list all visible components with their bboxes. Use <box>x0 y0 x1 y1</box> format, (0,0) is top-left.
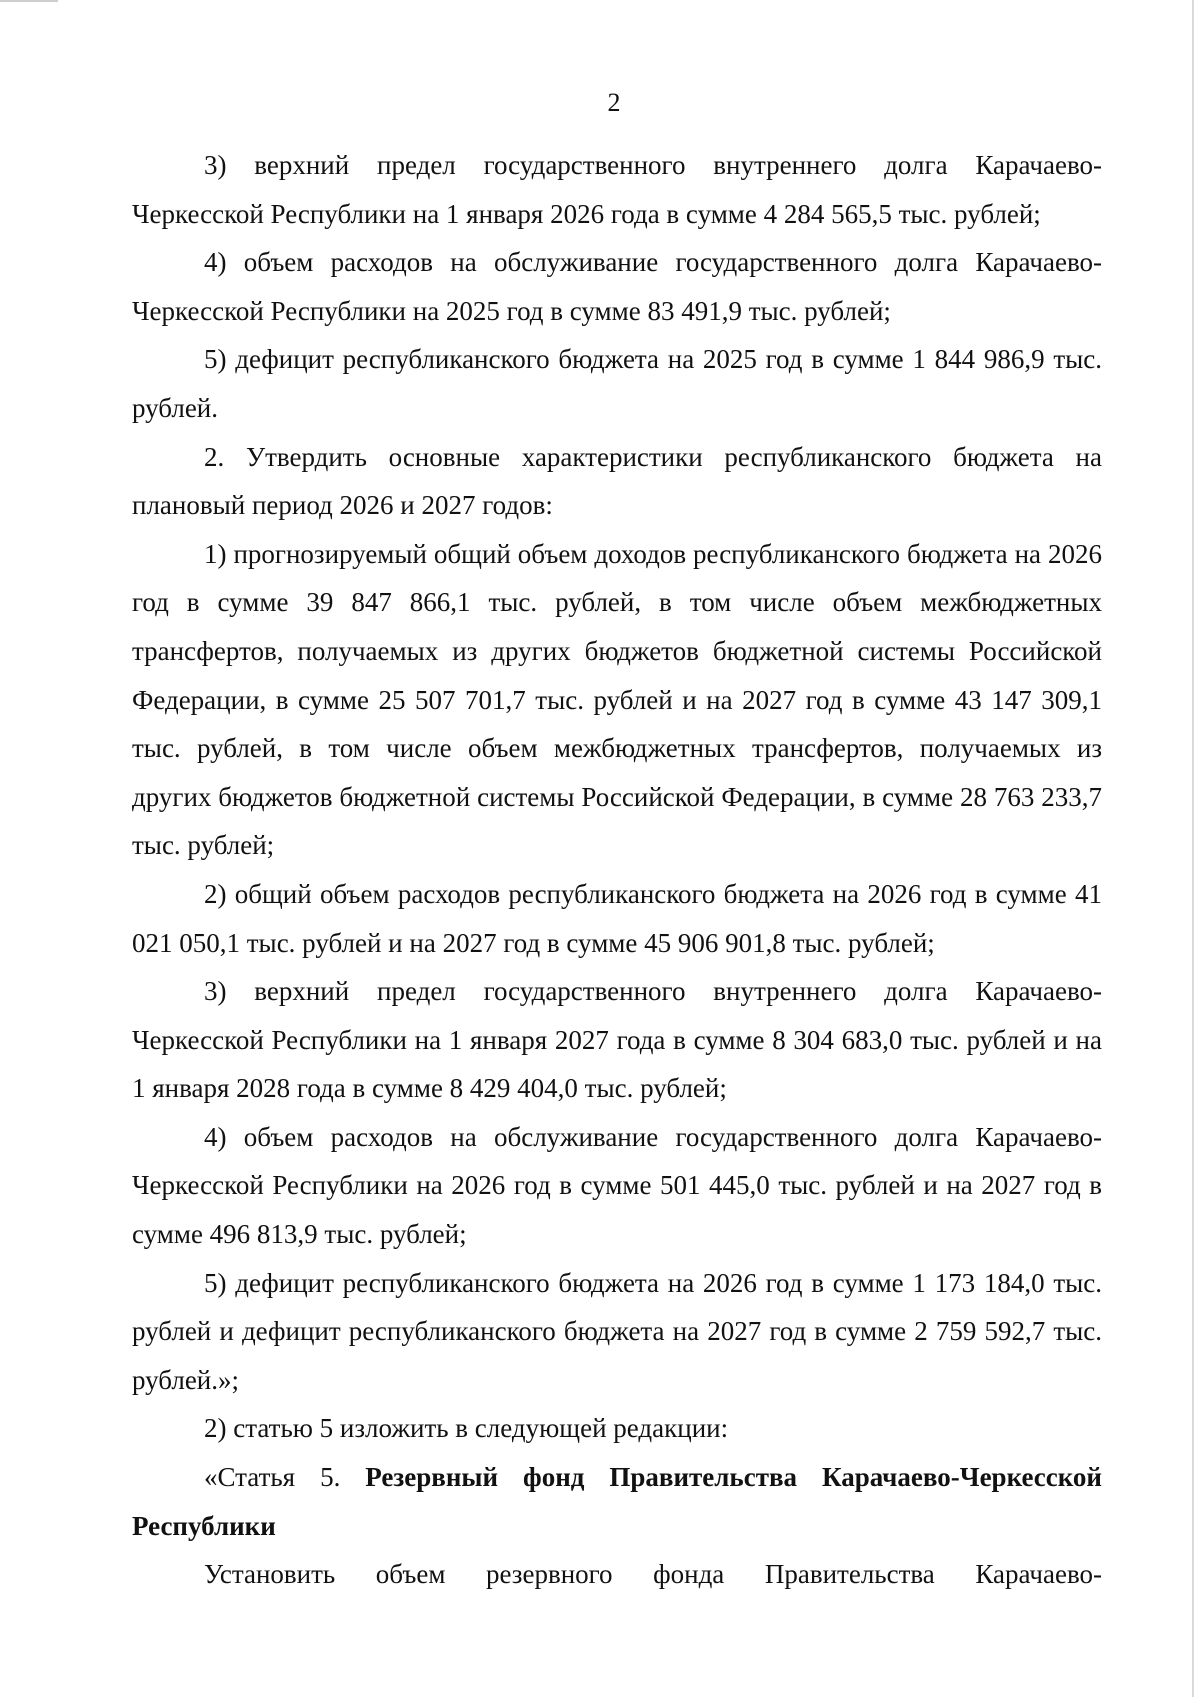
article-heading <box>132 1453 1102 1550</box>
paragraph: 5) дефицит республиканского бюджета на 2026 год в сумме 1 173 184,0 тыс. рублей и дефицит республиканского бюджета на 2027 год в сумме 2 759 592,7 тыс. рублей.»; <box>132 1267 1102 1395</box>
paragraph: 2) общий объем расходов республиканского бюджета на 2026 год в сумме 41 021 050,1 тыс. рублей и на 2027 год в сумме 45 906 901,8 тыс. рублей; <box>132 878 1102 958</box>
article-title: Резервный фонд Правительства Карачаево-Черкесской Республики <box>132 1462 1102 1541</box>
paragraph: 4) объем расходов на обслуживание государственного долга Карачаево-Черкесской Республики на 2026 год в сумме 501 445,0 тыс. рублей и на 2027 год в сумме 496 813,9 тыс. рублей; <box>132 1121 1102 1250</box>
paragraph: Установить объем резервного фонда Правительства Карачаево- <box>204 1559 1102 1590</box>
page-number: 2 <box>607 88 621 117</box>
paragraph: 3) верхний предел государственного внутреннего долга Карачаево-Черкесской Республики на 1 января 2026 года в сумме 4 284 565,5 тыс. рублей; <box>132 150 1102 229</box>
paragraph: 5) дефицит республиканского бюджета на 2025 год в сумме 1 844 986,9 тыс. рублей. <box>132 344 1102 423</box>
scan-artifact <box>0 0 58 2</box>
paragraph: 3) верхний предел государственного внутреннего долга Карачаево-Черкесской Республики на 1 января 2027 года в сумме 8 304 683,0 тыс. рублей и на 1 января 2028 года в сумме 8 429 404,0 тыс. рублей; <box>132 976 1102 1104</box>
paragraph: 2) статью 5 изложить в следующей редакции: <box>204 1413 729 1444</box>
paragraph: 4) объем расходов на обслуживание государственного долга Карачаево-Черкесской Республики на 2025 год в сумме 83 491,9 тыс. рублей; <box>132 247 1102 326</box>
paragraph: 2. Утвердить основные характеристики республиканского бюджета на плановый период 2026 и 2027 годов: <box>132 441 1102 521</box>
document-body <box>132 141 1102 1599</box>
article-prefix: «Статья 5. <box>204 1462 341 1493</box>
scan-edge-line <box>1192 0 1194 1697</box>
paragraph: 1) прогнозируемый общий объем доходов республиканского бюджета на 2026 год в сумме 39 847 866,1 тыс. рублей, в том числе объем межбюджетных трансфертов, получаемых из других бюджетов бюджетной системы Российской Федерации, в сумме 25 507 701,7 тыс. рублей и на 2027 год в сумме 43 147 309,1 тыс. рублей, в том числе объем межбюджетных трансфертов, получаемых из других бюджетов бюджетной системы Российской Федерации, в сумме 28 763 233,7 тыс. рублей; <box>132 538 1102 861</box>
